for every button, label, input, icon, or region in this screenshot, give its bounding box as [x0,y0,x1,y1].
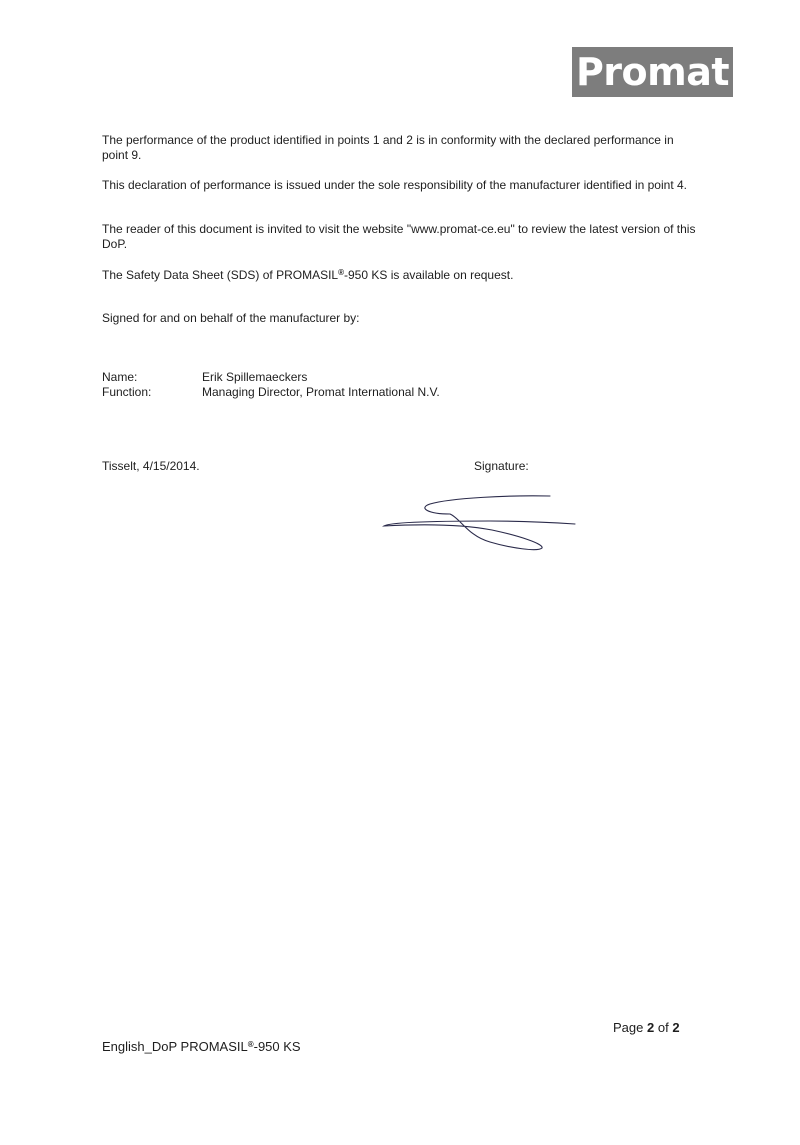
function-label: Function: [102,385,152,399]
signed-for-text: Signed for and on behalf of the manufacturer by: [102,311,360,325]
sds-text-suffix: -950 KS is available on request. [344,268,514,282]
name-label: Name: [102,370,138,384]
doc-prefix: English_DoP PROMASIL [102,1039,248,1054]
signature-label: Signature: [474,459,529,473]
website-paragraph: The reader of this document is invited to visit the website "www.promat-ce.eu" to review the latest version of this DoP. [102,222,696,251]
page-total: 2 [672,1020,680,1035]
page-word: Page [613,1020,644,1035]
page-current: 2 [647,1020,655,1035]
handwritten-signature [380,490,580,560]
document-id [102,1037,301,1055]
responsibility-paragraph: This declaration of performance is issued under the sole responsibility of the manufacturer identified in point 4. [102,178,687,192]
doc-suffix: -950 KS [253,1039,301,1054]
sds-text-prefix: The Safety Data Sheet (SDS) of PROMASIL [102,268,339,282]
logo-text: Promat [575,50,730,94]
doc-registered-mark: ® [247,1040,254,1049]
registered-mark: ® [338,268,345,277]
page-of: of [657,1020,669,1035]
place-date: Tisselt, 4/15/2014. [102,459,200,473]
conformity-paragraph: The performance of the product identified in points 1 and 2 is in conformity with the declared performance in point 9. [102,133,674,162]
name-value: Erik Spillemaeckers [202,370,308,384]
page-number [613,1020,680,1036]
promat-logo [572,47,733,97]
sds-paragraph [102,265,702,283]
function-value: Managing Director, Promat International N.V. [202,385,440,399]
